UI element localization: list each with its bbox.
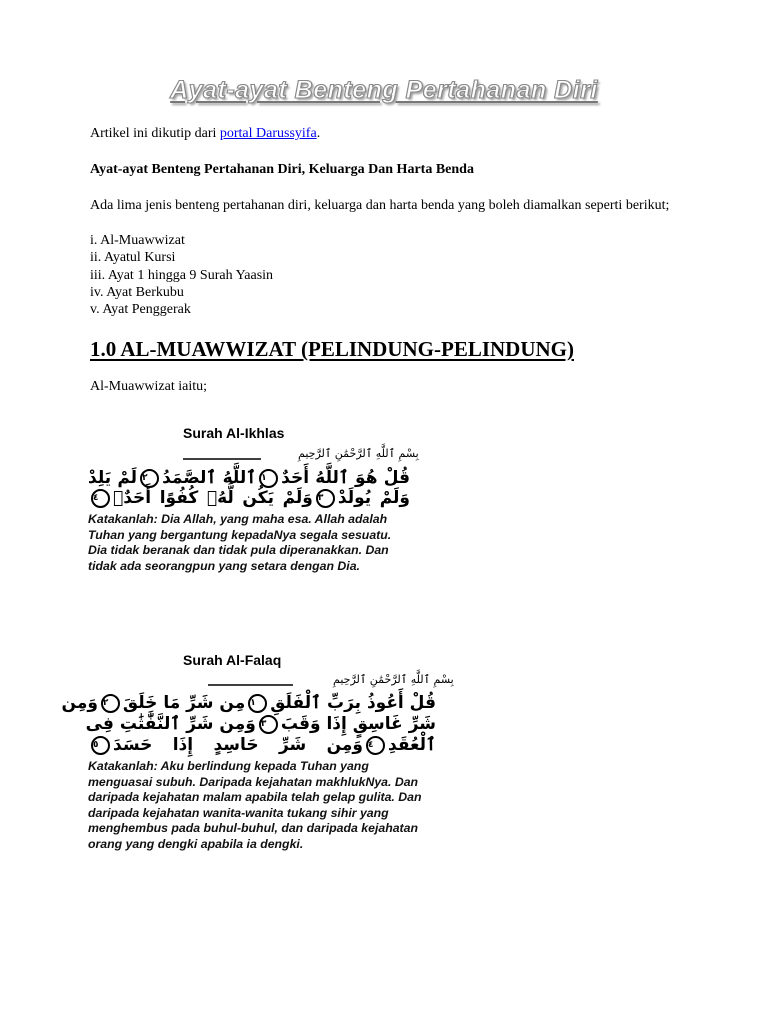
- ayah-number-icon: ٢: [101, 694, 120, 713]
- surah-falaq-title: Surah Al-Falaq: [183, 652, 282, 668]
- ayah-number-icon: ٤: [91, 489, 110, 508]
- ayah-number-icon: ٣: [316, 489, 335, 508]
- svg-text:بِسْمِ ٱللَّهِ ٱلرَّحْمَٰنِ ٱل: بِسْمِ ٱللَّهِ ٱلرَّحْمَٰنِ ٱلرَّحِيمِ: [333, 673, 454, 686]
- section-heading: 1.0 AL-MUAWWIZAT (PELINDUNG-PELINDUNG): [90, 337, 574, 361]
- list-item: v. Ayat Penggerak: [90, 302, 191, 318]
- surah-ikhlas-block: [88, 425, 419, 574]
- list-item: iii. Ayat 1 hingga 9 Surah Yaasin: [90, 267, 274, 283]
- ayah-text: قُلْ هُوَ ٱللَّهُ أَحَدٌ: [281, 468, 411, 488]
- surah-ikhlas-title: Surah Al-Ikhlas: [183, 425, 285, 441]
- svg-text:بِسْمِ ٱللَّهِ ٱلرَّحْمَٰنِ ٱل: بِسْمِ ٱللَّهِ ٱلرَّحْمَٰنِ ٱلرَّحِيمِ: [298, 447, 419, 460]
- falaq-arabic-line-2: [85, 713, 436, 734]
- bismillah-calligraphy: [143, 441, 419, 467]
- ikhlas-arabic-line-1: [88, 467, 410, 488]
- intro-prefix: Artikel ini dikutip dari: [90, 126, 220, 141]
- ayah-number-icon: ٣: [259, 715, 278, 734]
- document-title: Ayat-ayat Benteng Pertahanan Diri: [170, 76, 598, 104]
- ayah-text: وَمِن شَرِّ حَاسِدٍ إِذَا حَسَدَ: [113, 735, 363, 755]
- list-item: iv. Ayat Berkubu: [90, 284, 184, 300]
- ayah-text: مِن شَرِّ مَا خَلَقَ: [122, 693, 246, 713]
- ikhlas-arabic-line-2: [88, 488, 410, 508]
- ayah-number-icon: ٤: [366, 736, 385, 755]
- ayah-number-icon: ١: [259, 469, 278, 488]
- surah-falaq-block: [61, 652, 454, 853]
- ayah-text: وَمِن شَرِّ ٱلنَّفَّٰثَٰتِ فِى: [85, 714, 256, 734]
- ayah-text: ٱلْعُقَدِ: [388, 735, 436, 755]
- intro-paragraph: Ada lima jenis benteng pertahanan diri, keluarga dan harta benda yang boleh diamalkan seperti berikut;: [90, 198, 670, 213]
- ayah-number-icon: ٢: [140, 469, 159, 488]
- ayah-number-icon: ١: [248, 694, 267, 713]
- ayah-text: ٱللَّهُ ٱلصَّمَدُ: [162, 468, 257, 488]
- darussyifa-link[interactable]: portal Darussyifa: [219, 126, 317, 141]
- ayah-text: وَلَمْ يُولَدْ: [337, 488, 411, 508]
- ayah-text: وَلَمْ يَكُن لَّهُۥ كُفُوًا أَحَدٌۢ: [113, 488, 313, 508]
- bismillah-calligraphy: [168, 668, 454, 692]
- defense-list: [90, 232, 273, 318]
- ayah-number-icon: ٥: [91, 736, 110, 755]
- falaq-arabic-line-1: [61, 692, 436, 713]
- ayah-text: شَرِّ غَاسِقٍ إِذَا وَقَبَ: [280, 714, 436, 734]
- ayah-text: وَمِن: [61, 693, 98, 713]
- section-intro: Al-Muawwizat iaitu;: [90, 379, 208, 394]
- intro-suffix: .: [316, 126, 321, 141]
- subheading: Ayat-ayat Benteng Pertahanan Diri, Keluarga Dan Harta Benda: [90, 162, 474, 177]
- ikhlas-translation: Katakanlah: Dia Allah, yang maha esa. Allah adalah Tuhan yang bergantung kepadaNya segala sesuatu. Dia tidak beranak dan tidak pula diperanakkan. Dan tidak ada seorangpun yang setara dengan Dia.: [88, 512, 392, 573]
- ayah-text: قُلْ أَعُوذُ بِرَبِّ ٱلْفَلَقِ: [270, 693, 436, 713]
- falaq-translation: Katakanlah: Aku berlindung kepada Tuhan yang menguasai subuh. Daripada kejahatan makhlukNya. Dan daripada kejahatan malam apabila telah gelap gulita. Dan daripada kejahatan wanita-wanita tukang sihir yang menghembus pada buhul-buhul, dan daripada kejahatan orang yang dengki apabila ia dengki.: [88, 759, 422, 851]
- intro-line: [90, 126, 320, 142]
- list-item: ii. Ayatul Kursi: [90, 250, 176, 266]
- list-item: i. Al-Muawwizat: [90, 233, 185, 248]
- ayah-text: لَمْ يَلِدْ: [88, 468, 138, 488]
- falaq-arabic-line-3: [88, 734, 436, 755]
